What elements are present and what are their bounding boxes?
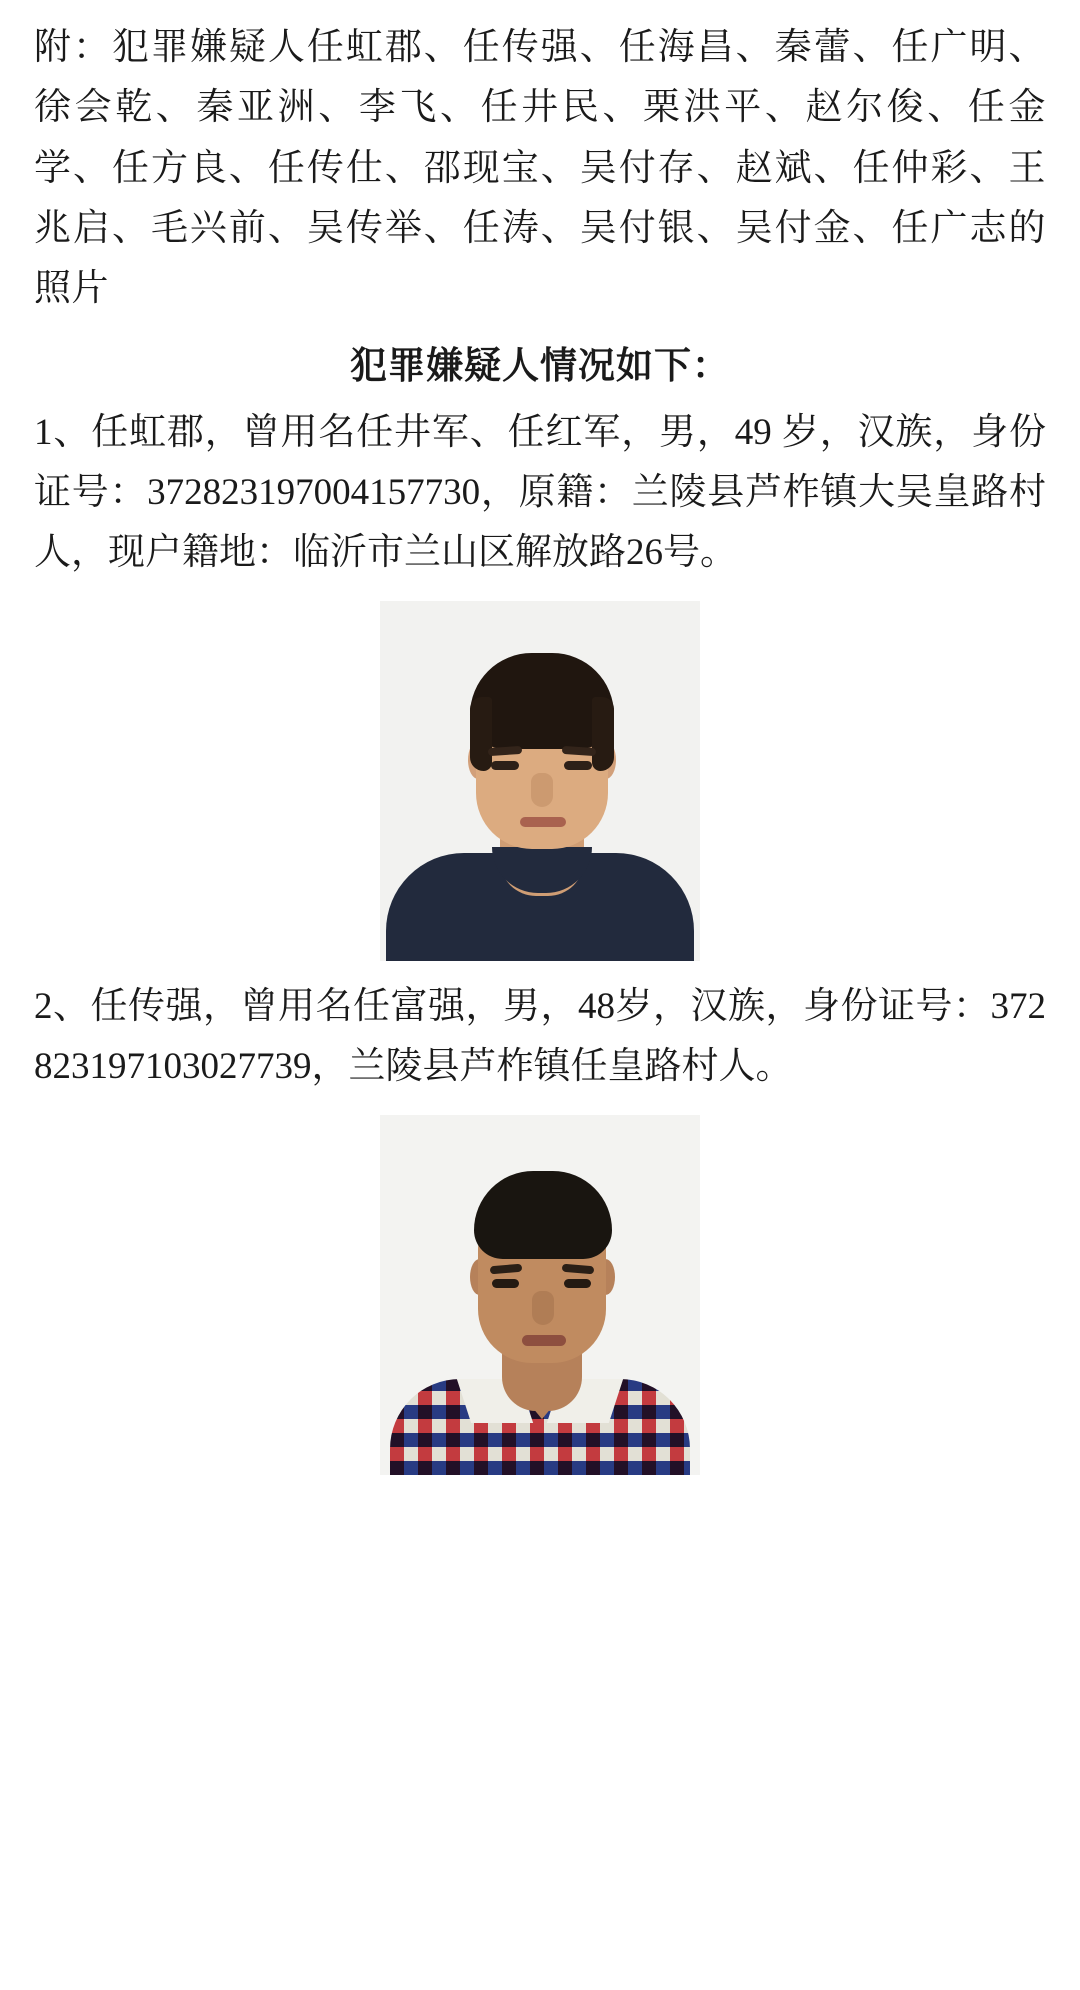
photo2-hair	[474, 1171, 612, 1259]
photo1-nose	[531, 773, 553, 807]
photo2-nose	[532, 1291, 554, 1325]
suspect-entry-2-text: 2、任传强，曾用名任富强，男，48岁，汉族，身份证号：372823197103027739，兰陵县芦柞镇任皇路村人。	[34, 986, 1046, 1088]
photo1-hair-side-right	[592, 697, 614, 771]
photo2-eye-left	[492, 1279, 519, 1288]
suspect-photo-1-wrapper	[34, 601, 1046, 961]
suspect-entry-1-text: 1、任虹郡，曾用名任井军、任红军，男，49 岁，汉族，身份证号：372823197004157730，原籍：兰陵县芦柞镇大吴皇路村人，现户籍地：临沂市兰山区解放路26号。	[34, 412, 1046, 574]
photo1-eye-right	[564, 761, 592, 770]
photo1-mouth	[520, 817, 566, 827]
attachment-intro-paragraph: 附：犯罪嫌疑人任虹郡、任传强、任海昌、秦蕾、任广明、徐会乾、秦亚洲、李飞、任井民、栗洪平、赵尔俊、任金学、任方良、任传仕、邵现宝、吴付存、赵斌、任仲彩、王兆启、毛兴前、吴传举、任涛、吴付银、吴付金、任广志的照片	[34, 27, 1046, 310]
photo1-hair-side-left	[470, 697, 492, 771]
photo2-eye-right	[564, 1279, 591, 1288]
suspect-photo-2-wrapper	[34, 1115, 1046, 1475]
photo2-mouth	[522, 1335, 566, 1346]
suspect-photo-1	[380, 601, 700, 961]
section-heading: 犯罪嫌疑人情况如下：	[350, 346, 730, 388]
suspect-photo-2	[380, 1115, 700, 1475]
photo1-eye-left	[491, 761, 519, 770]
